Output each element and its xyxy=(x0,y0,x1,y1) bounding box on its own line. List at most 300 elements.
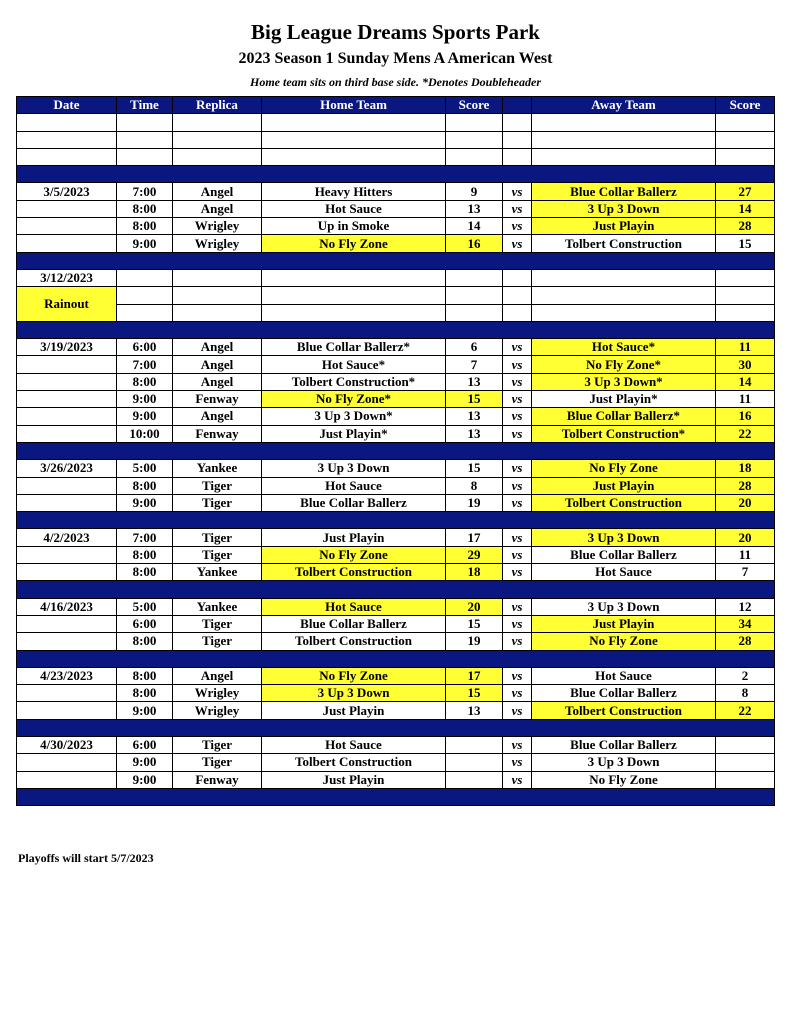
cell-date xyxy=(17,391,117,408)
cell-date: 4/16/2023 xyxy=(17,598,117,615)
column-header-date: Date xyxy=(17,97,117,114)
cell-replica: Angel xyxy=(173,339,262,356)
blank-row xyxy=(17,148,775,165)
separator-cell xyxy=(17,321,775,338)
cell-vs: vs xyxy=(503,546,532,563)
cell-date: 3/26/2023 xyxy=(17,460,117,477)
empty-cell xyxy=(173,114,262,131)
week-separator-row xyxy=(17,442,775,459)
cell-date xyxy=(17,615,117,632)
cell-date: 4/2/2023 xyxy=(17,529,117,546)
cell-away-score: 22 xyxy=(716,425,775,442)
cell-date xyxy=(17,235,117,252)
cell-away-score: 14 xyxy=(716,200,775,217)
cell-home-score: 13 xyxy=(446,425,503,442)
cell-replica: Wrigley xyxy=(173,702,262,719)
column-header-away-team: Away Team xyxy=(532,97,716,114)
table-row xyxy=(17,287,775,304)
cell-away-score: 28 xyxy=(716,477,775,494)
cell-away-team: Hot Sauce* xyxy=(532,339,716,356)
empty-cell xyxy=(503,304,532,321)
cell-home-team: Just Playin xyxy=(262,529,446,546)
cell-vs: vs xyxy=(503,494,532,511)
cell-away-score xyxy=(716,754,775,771)
cell-away-team: Hot Sauce xyxy=(532,667,716,684)
cell-replica: Tiger xyxy=(173,615,262,632)
cell-home-team: Just Playin xyxy=(262,702,446,719)
table-row xyxy=(17,633,775,650)
cell-away-score: 34 xyxy=(716,615,775,632)
table-header-row xyxy=(17,97,775,114)
cell-away-team: 3 Up 3 Down xyxy=(532,598,716,615)
cell-away-team: 3 Up 3 Down* xyxy=(532,373,716,390)
cell-away-team: 3 Up 3 Down xyxy=(532,529,716,546)
empty-cell xyxy=(716,131,775,148)
cell-date xyxy=(17,494,117,511)
cell-replica: Angel xyxy=(173,200,262,217)
table-row xyxy=(17,391,775,408)
table-row xyxy=(17,304,775,321)
cell-away-team: No Fly Zone xyxy=(532,771,716,788)
cell-time: 7:00 xyxy=(117,529,173,546)
cell-date xyxy=(17,564,117,581)
empty-cell xyxy=(173,304,262,321)
cell-away-score: 30 xyxy=(716,356,775,373)
cell-home-team: Hot Sauce xyxy=(262,736,446,753)
cell-home-score: 13 xyxy=(446,200,503,217)
table-row xyxy=(17,702,775,719)
empty-cell xyxy=(262,304,446,321)
cell-time: 6:00 xyxy=(117,615,173,632)
cell-away-team: Blue Collar Ballerz xyxy=(532,183,716,200)
empty-cell xyxy=(262,148,446,165)
table-row xyxy=(17,339,775,356)
page-title: Big League Dreams Sports Park xyxy=(251,20,540,44)
empty-cell xyxy=(716,148,775,165)
cell-home-team: Tolbert Construction xyxy=(262,754,446,771)
cell-time: 10:00 xyxy=(117,425,173,442)
empty-cell xyxy=(117,148,173,165)
cell-replica: Yankee xyxy=(173,598,262,615)
cell-home-team: Tolbert Construction xyxy=(262,564,446,581)
empty-cell xyxy=(446,131,503,148)
blank-row xyxy=(17,131,775,148)
column-header-home-team: Home Team xyxy=(262,97,446,114)
empty-cell xyxy=(446,304,503,321)
cell-replica: Tiger xyxy=(173,494,262,511)
empty-cell xyxy=(532,148,716,165)
cell-date xyxy=(17,356,117,373)
cell-home-team: No Fly Zone xyxy=(262,667,446,684)
cell-away-score: 15 xyxy=(716,235,775,252)
schedule-body xyxy=(17,114,775,806)
page-subtitle: 2023 Season 1 Sunday Mens A American West xyxy=(238,50,553,67)
cell-vs: vs xyxy=(503,356,532,373)
cell-time: 9:00 xyxy=(117,771,173,788)
cell-replica: Fenway xyxy=(173,391,262,408)
cell-date xyxy=(17,546,117,563)
cell-away-team: Hot Sauce xyxy=(532,564,716,581)
cell-home-score: 16 xyxy=(446,235,503,252)
column-header-vs xyxy=(503,97,532,114)
week-separator-row xyxy=(17,512,775,529)
cell-home-team: Hot Sauce* xyxy=(262,356,446,373)
cell-date: 3/19/2023 xyxy=(17,339,117,356)
cell-date xyxy=(17,477,117,494)
cell-vs: vs xyxy=(503,200,532,217)
empty-cell xyxy=(716,114,775,131)
cell-home-team: Tolbert Construction* xyxy=(262,373,446,390)
cell-replica: Angel xyxy=(173,373,262,390)
table-row xyxy=(17,477,775,494)
empty-cell xyxy=(117,131,173,148)
cell-home-score: 6 xyxy=(446,339,503,356)
cell-home-score: 15 xyxy=(446,460,503,477)
cell-home-score: 20 xyxy=(446,598,503,615)
empty-cell xyxy=(17,114,117,131)
cell-replica: Angel xyxy=(173,408,262,425)
cell-vs: vs xyxy=(503,391,532,408)
table-row xyxy=(17,373,775,390)
cell-vs: vs xyxy=(503,477,532,494)
table-row xyxy=(17,754,775,771)
cell-date xyxy=(17,702,117,719)
cell-away-score: 14 xyxy=(716,373,775,390)
cell-home-score: 15 xyxy=(446,685,503,702)
week-separator-row xyxy=(17,788,775,805)
cell-home-team: Blue Collar Ballerz xyxy=(262,615,446,632)
empty-cell xyxy=(532,269,716,286)
empty-cell xyxy=(117,269,173,286)
cell-time: 8:00 xyxy=(117,685,173,702)
empty-cell xyxy=(117,304,173,321)
cell-date xyxy=(17,633,117,650)
cell-home-team: 3 Up 3 Down xyxy=(262,460,446,477)
cell-time: 8:00 xyxy=(117,200,173,217)
schedule-table xyxy=(16,96,775,806)
cell-home-team: Heavy Hitters xyxy=(262,183,446,200)
cell-home-score: 13 xyxy=(446,702,503,719)
empty-cell xyxy=(503,269,532,286)
cell-away-team: No Fly Zone xyxy=(532,633,716,650)
week-separator-row xyxy=(17,581,775,598)
cell-replica: Angel xyxy=(173,667,262,684)
cell-home-score: 15 xyxy=(446,615,503,632)
cell-home-score: 13 xyxy=(446,408,503,425)
cell-away-score: 11 xyxy=(716,339,775,356)
cell-vs: vs xyxy=(503,685,532,702)
cell-away-team: Just Playin xyxy=(532,477,716,494)
cell-replica: Tiger xyxy=(173,633,262,650)
cell-vs: vs xyxy=(503,529,532,546)
cell-home-score: 9 xyxy=(446,183,503,200)
table-row xyxy=(17,546,775,563)
cell-home-score: 29 xyxy=(446,546,503,563)
cell-away-team: Just Playin xyxy=(532,615,716,632)
separator-cell xyxy=(17,650,775,667)
cell-home-team: No Fly Zone xyxy=(262,546,446,563)
cell-home-score: 17 xyxy=(446,529,503,546)
empty-cell xyxy=(173,287,262,304)
separator-cell xyxy=(17,788,775,805)
cell-date xyxy=(17,218,117,235)
cell-away-score: 11 xyxy=(716,391,775,408)
cell-date: 3/5/2023 xyxy=(17,183,117,200)
table-row xyxy=(17,564,775,581)
empty-cell xyxy=(446,114,503,131)
empty-cell xyxy=(716,304,775,321)
cell-time: 9:00 xyxy=(117,408,173,425)
cell-away-score: 28 xyxy=(716,218,775,235)
cell-away-team: Tolbert Construction* xyxy=(532,425,716,442)
cell-vs: vs xyxy=(503,235,532,252)
empty-cell xyxy=(503,148,532,165)
cell-date: 4/30/2023 xyxy=(17,736,117,753)
cell-time: 8:00 xyxy=(117,477,173,494)
cell-home-team: Hot Sauce xyxy=(262,477,446,494)
week-separator-row xyxy=(17,252,775,269)
week-separator-row xyxy=(17,321,775,338)
cell-vs: vs xyxy=(503,598,532,615)
cell-vs: vs xyxy=(503,425,532,442)
cell-vs: vs xyxy=(503,615,532,632)
cell-home-score: 13 xyxy=(446,373,503,390)
empty-cell xyxy=(716,269,775,286)
cell-away-score: 18 xyxy=(716,460,775,477)
cell-away-team: Blue Collar Ballerz* xyxy=(532,408,716,425)
cell-date xyxy=(17,425,117,442)
cell-home-team: Up in Smoke xyxy=(262,218,446,235)
cell-time: 5:00 xyxy=(117,598,173,615)
cell-away-score xyxy=(716,736,775,753)
cell-time: 7:00 xyxy=(117,183,173,200)
empty-cell xyxy=(262,269,446,286)
cell-time: 8:00 xyxy=(117,667,173,684)
table-row xyxy=(17,425,775,442)
empty-cell xyxy=(503,131,532,148)
empty-cell xyxy=(716,287,775,304)
cell-away-score: 28 xyxy=(716,633,775,650)
empty-cell xyxy=(262,114,446,131)
empty-cell xyxy=(446,269,503,286)
cell-home-score: 19 xyxy=(446,494,503,511)
cell-away-score: 12 xyxy=(716,598,775,615)
empty-cell xyxy=(446,287,503,304)
cell-replica: Yankee xyxy=(173,564,262,581)
cell-date: 3/12/2023 xyxy=(17,269,117,286)
cell-replica: Wrigley xyxy=(173,218,262,235)
cell-date: 4/23/2023 xyxy=(17,667,117,684)
table-row xyxy=(17,494,775,511)
empty-cell xyxy=(17,148,117,165)
cell-away-team: No Fly Zone xyxy=(532,460,716,477)
empty-cell xyxy=(262,287,446,304)
cell-away-team: Blue Collar Ballerz xyxy=(532,685,716,702)
cell-time: 8:00 xyxy=(117,564,173,581)
cell-vs: vs xyxy=(503,183,532,200)
cell-home-score xyxy=(446,754,503,771)
cell-away-score: 11 xyxy=(716,546,775,563)
cell-away-team: No Fly Zone* xyxy=(532,356,716,373)
cell-replica: Fenway xyxy=(173,425,262,442)
cell-away-team: Tolbert Construction xyxy=(532,235,716,252)
empty-cell xyxy=(17,131,117,148)
cell-home-score: 19 xyxy=(446,633,503,650)
separator-cell xyxy=(17,166,775,183)
cell-date xyxy=(17,685,117,702)
cell-replica: Wrigley xyxy=(173,685,262,702)
cell-replica: Tiger xyxy=(173,546,262,563)
cell-vs: vs xyxy=(503,339,532,356)
cell-replica: Fenway xyxy=(173,771,262,788)
empty-cell xyxy=(173,148,262,165)
cell-away-team: Blue Collar Ballerz xyxy=(532,546,716,563)
cell-away-score: 2 xyxy=(716,667,775,684)
cell-date xyxy=(17,408,117,425)
table-row xyxy=(17,460,775,477)
cell-away-score: 27 xyxy=(716,183,775,200)
cell-home-team: Blue Collar Ballerz xyxy=(262,494,446,511)
cell-replica: Tiger xyxy=(173,736,262,753)
cell-replica: Tiger xyxy=(173,754,262,771)
cell-vs: vs xyxy=(503,408,532,425)
cell-vs: vs xyxy=(503,633,532,650)
empty-cell xyxy=(503,114,532,131)
cell-away-score: 20 xyxy=(716,529,775,546)
cell-away-team: 3 Up 3 Down xyxy=(532,754,716,771)
table-row xyxy=(17,615,775,632)
cell-vs: vs xyxy=(503,702,532,719)
empty-cell xyxy=(532,287,716,304)
cell-vs: vs xyxy=(503,667,532,684)
cell-date xyxy=(17,200,117,217)
cell-home-score xyxy=(446,771,503,788)
empty-cell xyxy=(173,131,262,148)
cell-home-team: Blue Collar Ballerz* xyxy=(262,339,446,356)
table-row xyxy=(17,408,775,425)
cell-time: 8:00 xyxy=(117,633,173,650)
cell-away-team: Just Playin* xyxy=(532,391,716,408)
cell-replica: Wrigley xyxy=(173,235,262,252)
page-note: Home team sits on third base side. *Denotes Doubleheader xyxy=(250,75,541,89)
cell-away-team: Blue Collar Ballerz xyxy=(532,736,716,753)
table-row xyxy=(17,667,775,684)
cell-home-team: No Fly Zone* xyxy=(262,391,446,408)
cell-home-score: 7 xyxy=(446,356,503,373)
cell-away-team: 3 Up 3 Down xyxy=(532,200,716,217)
empty-cell xyxy=(532,304,716,321)
cell-home-team: Tolbert Construction xyxy=(262,633,446,650)
cell-vs: vs xyxy=(503,736,532,753)
blank-row xyxy=(17,114,775,131)
cell-home-team: 3 Up 3 Down xyxy=(262,685,446,702)
separator-cell xyxy=(17,252,775,269)
table-row xyxy=(17,269,775,286)
cell-time: 9:00 xyxy=(117,494,173,511)
cell-vs: vs xyxy=(503,460,532,477)
empty-cell xyxy=(532,114,716,131)
empty-cell xyxy=(173,269,262,286)
column-header-time: Time xyxy=(117,97,173,114)
column-header-away-score: Score xyxy=(716,97,775,114)
separator-cell xyxy=(17,581,775,598)
cell-home-team: Hot Sauce xyxy=(262,598,446,615)
empty-cell xyxy=(117,287,173,304)
cell-away-score: 7 xyxy=(716,564,775,581)
separator-cell xyxy=(17,512,775,529)
cell-date xyxy=(17,771,117,788)
cell-home-score: 17 xyxy=(446,667,503,684)
cell-time: 6:00 xyxy=(117,736,173,753)
week-separator-row xyxy=(17,650,775,667)
cell-home-score: 14 xyxy=(446,218,503,235)
empty-cell xyxy=(446,148,503,165)
cell-replica: Yankee xyxy=(173,460,262,477)
empty-cell xyxy=(262,131,446,148)
cell-time: 7:00 xyxy=(117,356,173,373)
cell-home-score: 18 xyxy=(446,564,503,581)
cell-vs: vs xyxy=(503,373,532,390)
cell-away-score: 22 xyxy=(716,702,775,719)
cell-time: 8:00 xyxy=(117,373,173,390)
cell-home-team: Just Playin* xyxy=(262,425,446,442)
cell-time: 8:00 xyxy=(117,546,173,563)
cell-time: 9:00 xyxy=(117,391,173,408)
cell-time: 9:00 xyxy=(117,754,173,771)
cell-date xyxy=(17,373,117,390)
cell-time: 9:00 xyxy=(117,702,173,719)
table-row xyxy=(17,235,775,252)
column-header-replica: Replica xyxy=(173,97,262,114)
cell-time: 8:00 xyxy=(117,218,173,235)
table-row xyxy=(17,685,775,702)
cell-date xyxy=(17,754,117,771)
cell-home-score xyxy=(446,736,503,753)
cell-vs: vs xyxy=(503,218,532,235)
cell-home-score: 8 xyxy=(446,477,503,494)
cell-home-team: 3 Up 3 Down* xyxy=(262,408,446,425)
table-row xyxy=(17,736,775,753)
cell-time: 9:00 xyxy=(117,235,173,252)
table-row xyxy=(17,529,775,546)
table-row xyxy=(17,218,775,235)
cell-vs: vs xyxy=(503,754,532,771)
cell-away-score: 16 xyxy=(716,408,775,425)
cell-time: 5:00 xyxy=(117,460,173,477)
table-row xyxy=(17,356,775,373)
cell-vs: vs xyxy=(503,564,532,581)
cell-replica: Tiger xyxy=(173,477,262,494)
cell-away-score: 8 xyxy=(716,685,775,702)
cell-vs: vs xyxy=(503,771,532,788)
table-row xyxy=(17,598,775,615)
cell-home-score: 15 xyxy=(446,391,503,408)
empty-cell xyxy=(117,114,173,131)
empty-cell xyxy=(532,131,716,148)
cell-replica: Tiger xyxy=(173,529,262,546)
table-row xyxy=(17,200,775,217)
cell-replica: Angel xyxy=(173,183,262,200)
column-header-home-score: Score xyxy=(446,97,503,114)
cell-away-score: 20 xyxy=(716,494,775,511)
cell-away-score xyxy=(716,771,775,788)
cell-home-team: Hot Sauce xyxy=(262,200,446,217)
rainout-badge: Rainout xyxy=(17,287,117,322)
footer-note: Playoffs will start 5/7/2023 xyxy=(18,851,154,865)
cell-replica: Angel xyxy=(173,356,262,373)
cell-away-team: Tolbert Construction xyxy=(532,702,716,719)
cell-away-team: Just Playin xyxy=(532,218,716,235)
